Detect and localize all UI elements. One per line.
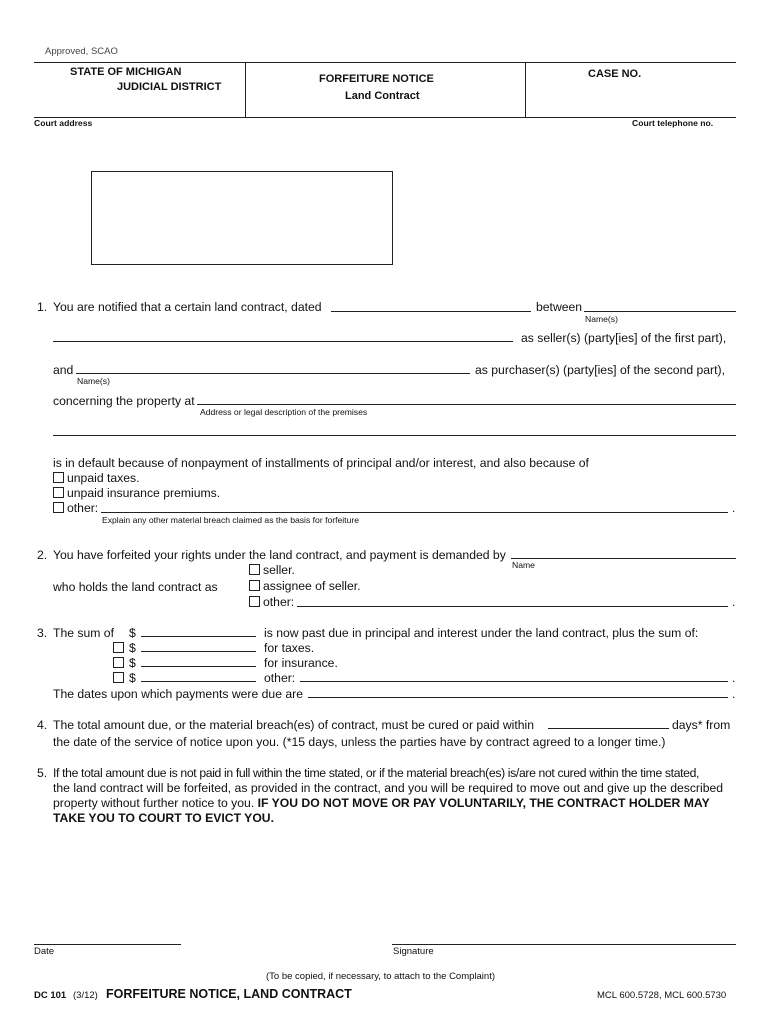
s3-dollar-3: $: [129, 656, 136, 670]
form-title: FORFEITURE NOTICE: [319, 73, 434, 85]
s5-warning-text: IF YOU DO NOT MOVE OR PAY VOLUNTARILY, THE CONTRACT HOLDER MAY: [257, 796, 710, 810]
s2-other-period: .: [732, 595, 736, 609]
s2-assignee-label: assignee of seller.: [263, 579, 361, 593]
s1-seller-suffix: as seller(s) (party[ies] of the first part),: [521, 331, 727, 345]
copy-note: (To be copied, if necessary, to attach to the Complaint): [266, 971, 495, 982]
s3-dates-field[interactable]: [308, 697, 728, 698]
s3-for-insurance: for insurance.: [264, 656, 338, 670]
s2-text: You have forfeited your rights under the land contract, and payment is demanded by: [53, 548, 506, 562]
s1-explain-label: Explain any other material breach claimed as the basis for forfeiture: [102, 515, 359, 525]
s1-concerning: concerning the property at: [53, 394, 195, 408]
s4-days-field[interactable]: [548, 728, 669, 729]
form-number: DC 101: [34, 990, 67, 1001]
s3-text: The sum of: [53, 626, 114, 640]
s4-days-label: days* from: [672, 718, 731, 732]
s1-between-field[interactable]: [584, 311, 736, 312]
s1-unpaid-insurance-label: unpaid insurance premiums.: [67, 486, 221, 500]
s3-past-due-text: is now past due in principal and interest under the land contract, plus the sum of:: [264, 626, 699, 640]
s4-number: 4.: [37, 718, 48, 732]
s1-unpaid-insurance-checkbox[interactable]: [53, 487, 64, 498]
s1-seller-field[interactable]: [53, 341, 513, 342]
address-box[interactable]: [91, 171, 393, 265]
s3-dates-period: .: [732, 687, 736, 701]
s3-amount-field-4[interactable]: [141, 681, 256, 682]
s2-assignee-checkbox[interactable]: [249, 580, 260, 591]
s2-holds-text: who holds the land contract as: [53, 580, 218, 594]
s1-other-field[interactable]: [101, 512, 728, 513]
s1-purchaser-suffix: as purchaser(s) (party[ies] of the second part),: [475, 363, 725, 377]
s1-purchaser-field[interactable]: [76, 373, 470, 374]
s3-amount-field-2[interactable]: [141, 651, 256, 652]
s4-line-2: the date of the service of notice upon you. (*15 days, unless the parties have by contract agreed to a longer time.): [53, 735, 666, 749]
s1-other-label: other:: [67, 501, 99, 515]
s1-default-text: is in default because of nonpayment of installments of principal and/or interest, and also because of: [53, 456, 589, 470]
s1-names-label: Name(s): [585, 314, 618, 324]
date-field[interactable]: [34, 944, 181, 945]
s3-amount-field-1[interactable]: [141, 636, 256, 637]
header-top-rule: [34, 62, 736, 63]
s2-name-label: Name: [512, 560, 535, 570]
s1-property-field-2[interactable]: [53, 435, 736, 436]
s1-number: 1.: [37, 300, 48, 314]
footer-form-title: FORFEITURE NOTICE, LAND CONTRACT: [106, 987, 352, 1001]
s2-seller-label: seller.: [263, 563, 295, 577]
case-no-label: CASE NO.: [588, 68, 642, 80]
header-divider-right: [525, 62, 526, 118]
s1-and: and: [53, 363, 74, 377]
s3-amount-field-3[interactable]: [141, 666, 256, 667]
s3-dollar-4: $: [129, 671, 136, 685]
s1-names-label-2: Name(s): [77, 376, 110, 386]
state-name: STATE OF MICHIGAN: [70, 66, 182, 78]
s3-dollar-1: $: [129, 626, 136, 640]
s5-line-2: the land contract will be forfeited, as provided in the contract, and you will be required to move out and give up the described: [53, 781, 724, 795]
s1-unpaid-taxes-checkbox[interactable]: [53, 472, 64, 483]
header-bottom-rule: [34, 117, 736, 118]
s2-number: 2.: [37, 548, 48, 562]
s5-line-1: If the total amount due is not paid in full within the time stated, or if the material breach(es) is/are not cured within the time stated,: [53, 766, 700, 780]
s1-unpaid-taxes-label: unpaid taxes.: [67, 471, 140, 485]
form-revision: (3/12): [73, 990, 98, 1001]
s3-dates-text: The dates upon which payments were due are: [53, 687, 303, 701]
signature-field[interactable]: [392, 944, 736, 945]
s3-other-label: other:: [264, 671, 296, 685]
court-address-label: Court address: [34, 118, 93, 128]
s5-number: 5.: [37, 766, 48, 780]
s3-other-field[interactable]: [300, 681, 728, 682]
date-label: Date: [34, 946, 55, 957]
s2-other-label: other:: [263, 595, 295, 609]
s3-other-period: .: [732, 671, 736, 685]
court-telephone-label: Court telephone no.: [632, 118, 714, 128]
mcl-reference: MCL 600.5728, MCL 600.5730: [597, 990, 727, 1001]
s1-date-field[interactable]: [331, 311, 531, 312]
approved-text: Approved, SCAO: [45, 46, 118, 57]
s4-line-1: The total amount due, or the material breach(es) of contract, must be cured or paid within: [53, 718, 534, 732]
header-divider-left: [245, 62, 246, 118]
s5-line-3: [53, 796, 710, 810]
s2-other-field[interactable]: [297, 606, 728, 607]
s3-insurance-checkbox[interactable]: [113, 657, 124, 668]
s3-for-taxes: for taxes.: [264, 641, 315, 655]
signature-label: Signature: [393, 946, 434, 957]
s1-between: between: [536, 300, 583, 314]
s3-taxes-checkbox[interactable]: [113, 642, 124, 653]
s3-number: 3.: [37, 626, 48, 640]
s2-seller-checkbox[interactable]: [249, 564, 260, 575]
s1-other-period: .: [732, 501, 736, 515]
s1-property-field[interactable]: [197, 404, 736, 405]
s1-other-checkbox[interactable]: [53, 502, 64, 513]
judicial-district: JUDICIAL DISTRICT: [117, 81, 222, 93]
s5-line-3-text: property without further notice to you.: [53, 796, 255, 810]
s2-other-checkbox[interactable]: [249, 596, 260, 607]
s3-other-checkbox[interactable]: [113, 672, 124, 683]
s1-address-label: Address or legal description of the premises: [200, 407, 368, 417]
form-subtitle: Land Contract: [345, 90, 420, 102]
s3-dollar-2: $: [129, 641, 136, 655]
s5-line-4: TAKE YOU TO COURT TO EVICT YOU.: [53, 811, 274, 825]
s1-text: You are notified that a certain land contract, dated: [53, 300, 322, 314]
s2-demanded-by-field[interactable]: [511, 558, 736, 559]
